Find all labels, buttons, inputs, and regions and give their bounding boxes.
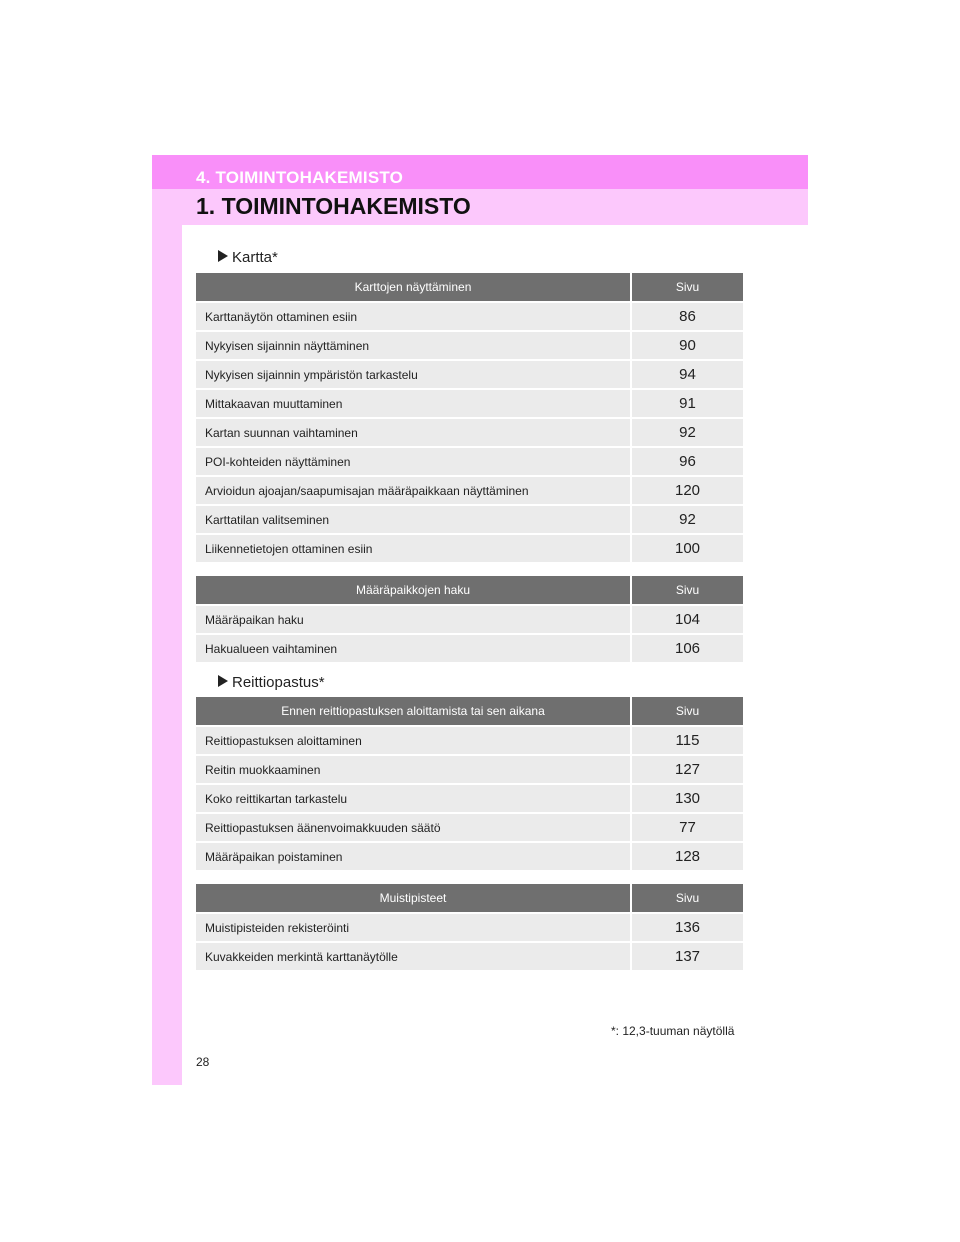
table-header-row [196,697,743,726]
page-cell: 130 [631,784,743,813]
column-header-topic: Karttojen näyttäminen [196,273,631,302]
column-header-page: Sivu [631,273,743,302]
topic-cell: Liikennetietojen ottaminen esiin [196,534,631,563]
column-header-topic: Muistipisteet [196,884,631,913]
table-row [196,302,743,331]
page-cell: 104 [631,605,743,634]
table-row [196,389,743,418]
page-cell: 115 [631,726,743,755]
page-cell: 92 [631,505,743,534]
page-cell: 90 [631,331,743,360]
index-table-karttojen-nayttaminen [196,273,743,564]
section-heading-reittiopastus [218,674,325,691]
table-row [196,447,743,476]
topic-cell: Kuvakkeiden merkintä karttanäytölle [196,942,631,971]
table-row [196,476,743,505]
page-cell: 120 [631,476,743,505]
table-row [196,913,743,942]
topic-cell: Määräpaikan poistaminen [196,842,631,871]
page-cell: 128 [631,842,743,871]
column-header-page: Sivu [631,697,743,726]
page-cell: 96 [631,447,743,476]
topic-cell: Reittiopastuksen aloittaminen [196,726,631,755]
topic-cell: Reitin muokkaaminen [196,755,631,784]
column-header-topic: Määräpaikkojen haku [196,576,631,605]
triangle-right-icon [218,675,228,687]
page-cell: 94 [631,360,743,389]
table-row [196,755,743,784]
table-row [196,813,743,842]
page-cell: 100 [631,534,743,563]
table-row [196,418,743,447]
topic-cell: Nykyisen sijainnin näyttäminen [196,331,631,360]
table-header-row [196,576,743,605]
page-cell: 137 [631,942,743,971]
page-cell: 136 [631,913,743,942]
page-title: 1. TOIMINTOHAKEMISTO [196,193,471,219]
table-header-row [196,273,743,302]
table-row [196,942,743,971]
topic-cell: Karttanäytön ottaminen esiin [196,302,631,331]
table-row [196,842,743,871]
footnote: *: 12,3-tuuman näytöllä [611,1024,735,1038]
topic-cell: Muistipisteiden rekisteröinti [196,913,631,942]
table-row [196,331,743,360]
column-header-topic: Ennen reittiopastuksen aloittamista tai sen aikana [196,697,631,726]
index-table-ennen-reittiopastusta [196,697,743,872]
section-heading-label: Kartta* [232,249,278,266]
page-number: 28 [196,1055,210,1069]
table-row [196,605,743,634]
topic-cell: Määräpaikan haku [196,605,631,634]
topic-cell: Karttatilan valitseminen [196,505,631,534]
page-cell: 92 [631,418,743,447]
table-row [196,505,743,534]
table-row [196,726,743,755]
page-cell: 106 [631,634,743,663]
topic-cell: Kartan suunnan vaihtaminen [196,418,631,447]
chapter-title: 4. TOIMINTOHAKEMISTO [196,168,404,187]
table-row [196,534,743,563]
section-heading-kartta [218,249,278,266]
topic-cell: POI-kohteiden näyttäminen [196,447,631,476]
table-row [196,634,743,663]
section-heading-label: Reittiopastus* [232,674,325,691]
column-header-page: Sivu [631,884,743,913]
topic-cell: Arvioidun ajoajan/saapumisajan määräpaikkaan näyttäminen [196,476,631,505]
page-cell: 86 [631,302,743,331]
index-table-muistipisteet [196,884,743,972]
topic-cell: Hakualueen vaihtaminen [196,634,631,663]
topic-cell: Koko reittikartan tarkastelu [196,784,631,813]
page-cell: 127 [631,755,743,784]
table-header-row [196,884,743,913]
table-row [196,360,743,389]
topic-cell: Nykyisen sijainnin ympäristön tarkastelu [196,360,631,389]
triangle-right-icon [218,250,228,262]
table-row [196,784,743,813]
topic-cell: Mittakaavan muuttaminen [196,389,631,418]
page-cell: 77 [631,813,743,842]
index-table-maarapaikkojen-haku [196,576,743,664]
column-header-page: Sivu [631,576,743,605]
topic-cell: Reittiopastuksen äänenvoimakkuuden säätö [196,813,631,842]
side-strip [152,155,182,1085]
page-cell: 91 [631,389,743,418]
